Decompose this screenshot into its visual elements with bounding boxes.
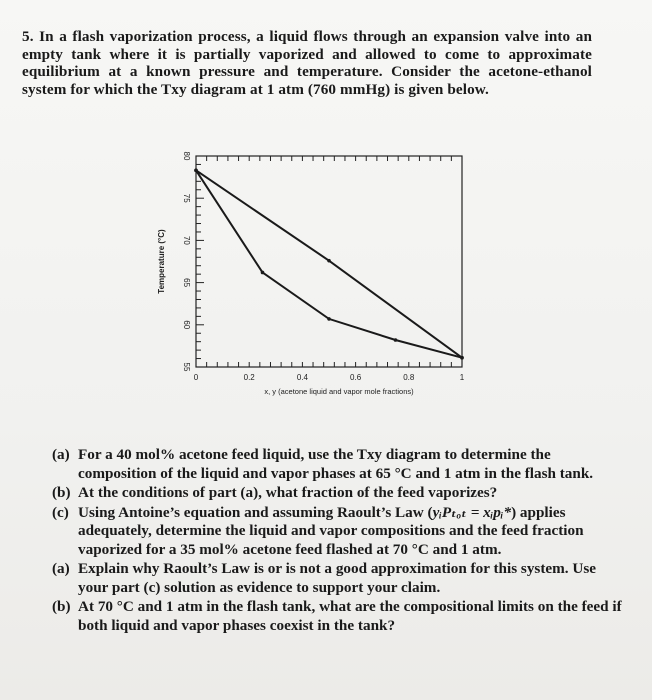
- x-tick-label: 0.6: [350, 373, 362, 382]
- vapor-curve: [196, 170, 462, 357]
- question-text-part: ) applies adequately, determine the liquid and vapor compositions and the feed fraction vaporized for a 35 mol% acetone feed flashed at 70 °C and 1 atm.: [78, 503, 584, 558]
- problem-statement: 5. In a flash vaporization process, a liquid flows through an expansion valve into an empty tank where it is partially vaporized and allowed to come to approximate equilibrium at a known pressure and temperature. Consider the acetone-ethanol system for which the Txy diagram at 1 atm (760 mmHg) is given below.: [22, 28, 592, 98]
- y-tick-label: 65: [181, 278, 191, 288]
- x-tick-label: 0.8: [403, 373, 415, 382]
- question-b1: [52, 484, 622, 503]
- data-point: [261, 271, 265, 275]
- question-label: (a): [52, 560, 70, 577]
- y-tick-label: 75: [181, 193, 191, 203]
- data-point: [327, 317, 331, 321]
- x-tick-label: 1: [459, 373, 465, 382]
- raoult-law-formula: yᵢPₜₒₜ = xᵢpᵢ*: [432, 503, 512, 521]
- data-point: [394, 338, 398, 342]
- question-label: (c): [52, 503, 69, 521]
- question-text: At 70 °C and 1 atm in the flash tank, what are the compositional limits on the feed if both liquid and vapor phases coexist in the tank?: [78, 598, 622, 634]
- question-text: For a 40 mol% acetone feed liquid, use the Txy diagram to determine the composition of the liquid and vapor phases at 65 °C and 1 atm in the flash tank.: [78, 446, 594, 482]
- y-axis-label: Temperature (°C): [157, 229, 166, 294]
- y-tick-label: 70: [181, 235, 191, 245]
- question-b2: [52, 598, 622, 635]
- question-c: [52, 504, 622, 560]
- x-tick-label: 0.4: [296, 373, 308, 382]
- y-tick-label: 60: [181, 320, 191, 330]
- txy-chart-svg: [150, 140, 480, 415]
- question-text-part: Using Antoine’s equation and assuming Raoult’s Law (: [78, 503, 433, 521]
- question-text: Explain why Raoult’s Law is or is not a good approximation for this system. Use your part (c) solution as evidence to support your claim.: [78, 560, 596, 596]
- data-point: [327, 259, 331, 263]
- data-point: [194, 169, 198, 173]
- x-axis-label: x, y (acetone liquid and vapor mole fractions): [264, 387, 414, 396]
- question-list: [52, 446, 622, 636]
- txy-diagram: [150, 140, 480, 415]
- question-text: [78, 504, 622, 560]
- data-point: [460, 356, 464, 360]
- question-label: (a): [52, 446, 70, 463]
- y-tick-label: 55: [181, 362, 191, 372]
- question-a1: [52, 446, 622, 483]
- x-tick-label: 0.2: [243, 373, 255, 382]
- question-label: (b): [52, 484, 71, 501]
- question-label: (b): [52, 598, 71, 615]
- question-text: At the conditions of part (a), what fraction of the feed vaporizes?: [78, 484, 498, 501]
- question-a2: [52, 560, 622, 597]
- x-tick-label: 0: [193, 373, 199, 382]
- y-tick-label: 80: [181, 151, 191, 161]
